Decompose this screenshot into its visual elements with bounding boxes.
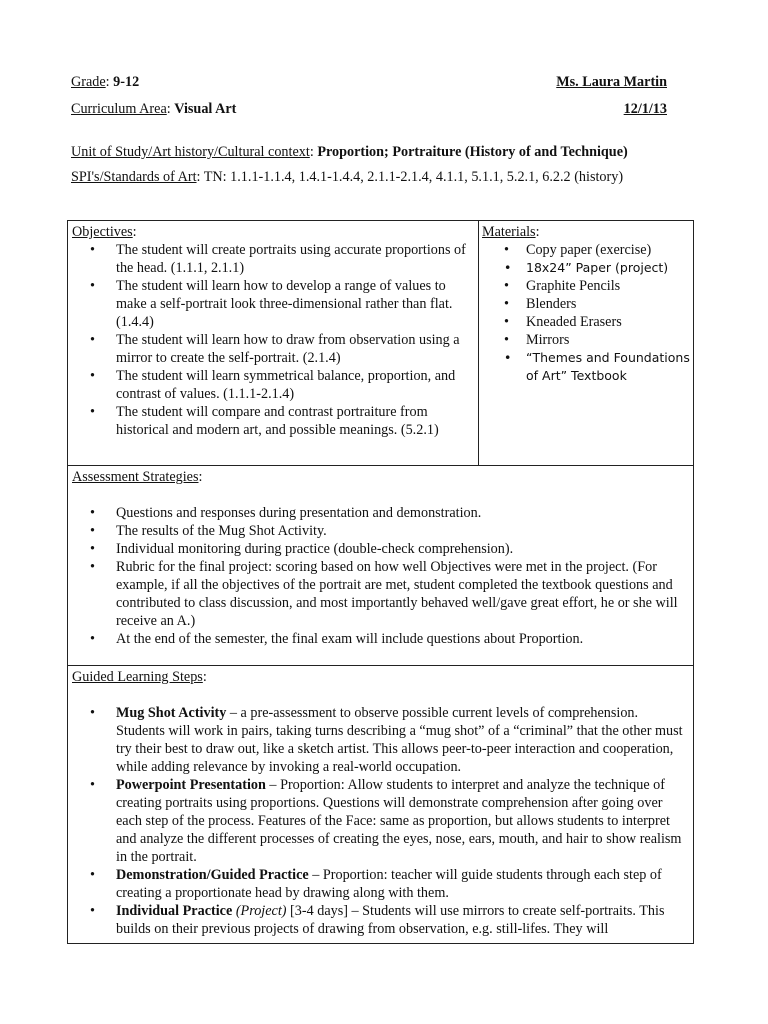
list-item: • The results of the Mug Shot Activity. (90, 523, 327, 539)
objectives-title: Objectives (72, 224, 133, 240)
bullet-icon: • (504, 296, 509, 312)
bullet-icon: • (90, 505, 95, 521)
spi-value: TN: 1.1.1-1.1.4, 1.4.1-1.4.4, 2.1.1-2.1.4, 4.1.1, 5.1.1, 5.2.1, 6.2.2 (history) (203, 169, 624, 185)
bullet-icon: • (90, 903, 95, 919)
bullet-icon: • (90, 368, 95, 384)
list-item: • Questions and responses during presentation and demonstration. (90, 505, 482, 521)
teacher-name: Ms. Laura Martin (556, 74, 667, 90)
bullet-icon: • (90, 559, 95, 575)
list-item: • The student will compare and contrast portraiture from historical and modern art, and possible meanings. (5.2.1) (90, 404, 439, 438)
assessment-title: Assessment Strategies (72, 469, 199, 485)
date: 12/1/13 (623, 101, 667, 117)
bullet-icon: • (504, 242, 509, 258)
bullet-icon: • (90, 867, 95, 883)
list-item: • “Themes and Foundations of Art” Textbook (504, 350, 690, 383)
list-item: • Individual monitoring during practice (double-check comprehension). (90, 541, 514, 557)
list-item: • Rubric for the final project: scoring based on how well Objectives were met in the project. (For example, if all the objectives of the portrait are met, student completed the textbook questions and contributed to class discussion, and most importantly behaved well/gave great effort, he or she will receive an A.) (90, 559, 678, 629)
objectives-list (72, 241, 474, 439)
lesson-table (67, 220, 694, 944)
bullet-icon: • (504, 278, 509, 294)
bullet-icon: • (90, 242, 95, 258)
bullet-icon: • (90, 705, 95, 721)
list-item: • Kneaded Erasers (504, 314, 622, 330)
bullet-icon: • (90, 404, 95, 420)
bullet-icon: • (504, 350, 512, 365)
list-item: • Mirrors (504, 332, 570, 348)
list-item: • Demonstration/Guided Practice – Proportion: teacher will guide students through each step of creating a proportionate head by drawing along with them. (90, 867, 662, 901)
grade-label: Grade (71, 74, 106, 90)
bullet-icon: • (90, 278, 95, 294)
list-item: • Powerpoint Presentation – Proportion: Allow students to interpret and analyze the technique of creating portraits using proportions. Questions will demonstrate comprehension after going over each step of the process. Features of the Face: same as proportion, but allows students to interpret and analyze the different processes of creating the eyes, nose, ears, mouth, and hair to show realism in the portrait. (90, 777, 682, 865)
list-item: • Copy paper (exercise) (504, 242, 652, 258)
guided-list (72, 704, 689, 938)
materials-cell: Materials: • Copy paper (exercise) • 18x24” Paper (project) • Graphite Pencils • Blenders • Kneaded Erasers • Mirrors • “Themes and Foundations of Art” Textbook (479, 221, 693, 466)
bullet-icon: • (90, 523, 95, 539)
materials-list (482, 241, 690, 385)
list-item: • Individual Practice (Project) [3-4 days] – Students will use mirrors to create self-portraits. This builds on their previous projects of drawing from observation, e.g. still-lifes. They will (90, 903, 665, 937)
bullet-icon: • (504, 314, 509, 330)
list-item: • The student will learn how to develop a range of values to make a self-portrait look three-dimensional rather than flat. (1.4.4) (90, 278, 453, 330)
area-label: Curriculum Area (71, 101, 167, 117)
area-value: Visual Art (174, 101, 237, 117)
unit-label: Unit of Study/Art history/Cultural context (71, 144, 310, 160)
bullet-icon: • (504, 260, 512, 275)
list-item: • Graphite Pencils (504, 278, 621, 294)
list-item: • The student will learn how to draw from observation using a mirror to create the self-portrait. (2.1.4) (90, 332, 460, 366)
bullet-icon: • (90, 332, 95, 348)
curriculum-area: Curriculum Area: Visual Art (71, 101, 237, 117)
header-row-2 (71, 100, 667, 118)
list-item: • At the end of the semester, the final exam will include questions about Proportion. (90, 631, 584, 647)
list-item: • Mug Shot Activity – a pre-assessment to observe possible current levels of comprehension. Students will work in pairs, taking turns describing a “mug shot” of a “criminal” that the other must try their best to draw out, like a sketch artist. This allows peer-to-peer interaction and cooperation, while adding relevance by invoking a real-world occupation. (90, 705, 683, 775)
guided-title: Guided Learning Steps (72, 669, 203, 685)
assessment-list (72, 504, 689, 648)
bullet-icon: • (90, 541, 95, 557)
bullet-icon: • (90, 777, 95, 793)
unit-of-study: Unit of Study/Art history/Cultural context: Proportion; Portraiture (History of and Technique) (71, 144, 628, 160)
header-row-1 (71, 73, 667, 91)
bullet-icon: • (504, 332, 509, 348)
list-item: • Blenders (504, 296, 577, 312)
guided-steps-cell: Guided Learning Steps: • Mug Shot Activity – a pre-assessment to observe possible current levels of comprehension. Students will work in pairs, taking turns describing a “mug shot” of a “criminal” that the other must try their best to draw out, like a sketch artist. This allows peer-to-peer interaction and cooperation, while adding relevance by invoking a real-world occupation. • Powerpoint Presentation – Proportion: Allow students to interpret and analyze the technique of creating portraits using proportions. Questions will demonstrate comprehension after going over each step of the process. Features of the Face: same as proportion, but allows students to interpret and analyze the different processes of creating the eyes, nose, ears, mouth, and hair to show realism in the portrait. • Demonstration/Guided Practice – Proportion: teacher will guide students through each step of creating a proportionate head by drawing along with them. • Individual Practice (Project) [3-4 days] – Students will use mirrors to create self-portraits. This builds on their previous projects of drawing from observation, e.g. still-lifes. They will (68, 666, 693, 943)
bullet-icon: • (90, 631, 95, 647)
standards: SPI's/Standards of Art: TN: 1.1.1-1.1.4, 1.4.1-1.4.4, 2.1.1-2.1.4, 4.1.1, 5.1.1, 5.2.1, 6.2.2 (history) (71, 169, 624, 185)
list-item: • The student will create portraits using accurate proportions of the head. (1.1.1, 2.1.1) (90, 242, 466, 276)
materials-title: Materials (482, 224, 536, 240)
list-item: • The student will learn symmetrical balance, proportion, and contrast of values. (1.1.1-2.1.4) (90, 368, 456, 402)
list-item: • 18x24” Paper (project) (504, 260, 669, 275)
unit-value: Proportion; Portraiture (History of and Technique) (317, 144, 628, 160)
spi-label: SPI's/Standards of Art (71, 169, 197, 185)
grade-value: 9-12 (113, 74, 140, 90)
objectives-cell: Objectives: • The student will create portraits using accurate proportions of the head. (1.1.1, 2.1.1) • The student will learn how to develop a range of values to make a self-portrait look three-dimensional rather than flat. (1.4.4) • The student will learn how to draw from observation using a mirror to create the self-portrait. (2.1.4) • The student will learn symmetrical balance, proportion, and contrast of values. (1.1.1-2.1.4) • The student will compare and contrast portraiture from historical and modern art, and possible meanings. (5.2.1) (68, 221, 479, 466)
grade: Grade: 9-12 (71, 74, 140, 90)
assessment-cell: Assessment Strategies: • Questions and responses during presentation and demonstration. • The results of the Mug Shot Activity. • Individual monitoring during practice (double-check comprehension). • Rubric for the final project: scoring based on how well Objectives were met in the project. (For example, if all the objectives of the portrait are met, student completed the textbook questions and contributed to class discussion, and most importantly behaved well/gave great effort, he or she will receive an A.) • At the end of the semester, the final exam will include questions about Proportion. (68, 466, 693, 666)
